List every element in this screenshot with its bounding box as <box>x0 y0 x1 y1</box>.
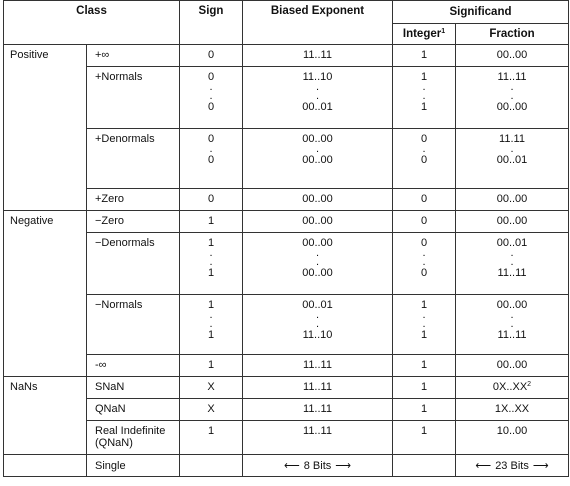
footer-frac-bits <box>456 455 569 477</box>
sign-cell: 0 <box>180 189 243 211</box>
integer-cell: 0 <box>393 211 456 233</box>
value: 11..11 <box>497 329 527 341</box>
value: 1 <box>420 329 428 341</box>
value: 0 <box>420 237 428 249</box>
fraction-cell <box>456 133 568 166</box>
ellipsis-dot: . <box>315 247 320 259</box>
value: 00..00 <box>302 267 333 279</box>
ellipsis-dot: . <box>315 309 320 321</box>
fraction-cell: 00..00 <box>456 355 569 377</box>
arrow-left-icon: ⟵ <box>475 460 492 472</box>
table-row-neg-zero <box>4 211 569 233</box>
ellipsis-dot: . <box>209 256 213 268</box>
sign-cell: 1 <box>180 211 243 233</box>
ellipsis-dot: . <box>209 90 213 102</box>
ellipsis-dot: . <box>209 81 213 93</box>
label-line: (QNaN) <box>95 437 133 449</box>
fraction-cell <box>456 237 568 279</box>
value: 00..00 <box>302 237 333 249</box>
exponent-cell <box>243 237 392 279</box>
exponent-cell: 11..11 <box>243 399 393 421</box>
value: 1 <box>420 71 428 83</box>
ellipsis-dot: . <box>510 309 514 321</box>
sign-cell <box>180 71 242 113</box>
ellipsis-dot: . <box>510 247 514 259</box>
ellipsis-dot: . <box>209 143 213 155</box>
table-row-real-indefinite <box>4 421 569 455</box>
value: 1 <box>420 299 428 311</box>
value: 0 <box>207 154 215 166</box>
fraction-cell <box>456 71 568 113</box>
group-positive: Positive <box>4 45 87 211</box>
arrow-right-icon: ⟶ <box>335 460 352 472</box>
ellipsis-dot: . <box>510 90 514 102</box>
integer-cell: 1 <box>393 377 456 399</box>
ellipsis-dot: . <box>209 318 213 330</box>
footnote-1-marker: 1 <box>441 28 446 35</box>
fraction-cell: 1X..XX <box>456 399 569 421</box>
value: 0 <box>207 101 215 113</box>
sign-cell: X <box>180 399 243 421</box>
exponent-cell: 11..11 <box>243 355 393 377</box>
sign-cell: 1 <box>180 421 243 455</box>
footer-label: Single <box>87 455 180 477</box>
ellipsis-dot: . <box>422 143 426 155</box>
value: 0 <box>207 71 215 83</box>
fraction-cell: 00..00 <box>456 211 569 233</box>
fraction-cell <box>456 299 568 341</box>
value: 00..00 <box>302 133 333 145</box>
ellipsis-dot: . <box>422 81 426 93</box>
value: 1 <box>207 329 215 341</box>
integer-cell: 0 <box>393 189 456 211</box>
value: 00..01 <box>302 101 333 113</box>
label-line: Real Indefinite <box>95 425 166 437</box>
value: 11.11 <box>499 133 525 145</box>
ellipsis-dot: . <box>510 256 514 268</box>
ellipsis-dot: . <box>315 256 320 268</box>
class-label: −Normals <box>87 295 180 355</box>
exponent-cell: 11..11 <box>243 45 393 67</box>
value: 0 <box>420 133 428 145</box>
exponent-cell: 00..00 <box>243 189 393 211</box>
exponent-cell: 11..11 <box>243 377 393 399</box>
header-row-main <box>4 1 569 24</box>
frac-bits-label: 23 Bits <box>495 459 529 472</box>
sign-cell: 0 <box>180 45 243 67</box>
class-label <box>87 421 180 455</box>
table-row-footer <box>4 455 569 477</box>
class-label: SNaN <box>87 377 180 399</box>
value: 1 <box>207 267 215 279</box>
table-row-neg-inf <box>4 355 569 377</box>
sign-cell <box>180 133 242 166</box>
header-integer <box>393 24 456 45</box>
class-label: +∞ <box>87 45 180 67</box>
footer-int-blank <box>393 455 456 477</box>
exponent-cell <box>243 71 392 113</box>
ellipsis-dot: . <box>315 143 320 155</box>
footnote-2-marker: 2 <box>527 381 532 388</box>
value: 11..10 <box>302 329 333 341</box>
header-class: Class <box>4 1 180 45</box>
table-row-pos-normals <box>4 67 569 129</box>
integer-cell: 1 <box>393 45 456 67</box>
value: 00..00 <box>496 299 528 311</box>
sign-cell <box>180 237 242 279</box>
ellipsis-dot: . <box>209 309 213 321</box>
class-label: +Normals <box>87 67 180 129</box>
ellipsis-dot: . <box>209 247 213 259</box>
integer-cell: 1 <box>393 355 456 377</box>
class-label: +Zero <box>87 189 180 211</box>
value: 00..01 <box>496 237 528 249</box>
sign-cell <box>180 299 242 341</box>
ellipsis-dot: . <box>315 318 320 330</box>
value: 00..00 <box>496 101 528 113</box>
arrow-right-icon: ⟶ <box>532 460 549 472</box>
integer-cell <box>393 133 455 166</box>
ellipsis-dot: . <box>422 247 426 259</box>
table-row-snan <box>4 377 569 399</box>
ellipsis-dot: . <box>315 81 320 93</box>
ellipsis-dot: . <box>422 309 426 321</box>
footer-exp-bits <box>243 455 393 477</box>
integer-cell: 1 <box>393 399 456 421</box>
exp-bits-label: 8 Bits <box>303 459 332 472</box>
fraction-cell <box>456 377 569 399</box>
integer-cell <box>393 237 455 279</box>
table-row-neg-normals <box>4 295 569 355</box>
value: 0 <box>420 267 428 279</box>
group-negative: Negative <box>4 211 87 377</box>
exponent-cell <box>243 299 392 341</box>
header-fraction: Fraction <box>456 24 569 45</box>
group-nans: NaNs <box>4 377 87 455</box>
footer-blank <box>4 455 87 477</box>
value: 00..01 <box>496 154 528 166</box>
table-row-pos-denormals <box>4 129 569 189</box>
header-significand: Significand <box>393 1 569 24</box>
value: 0 <box>207 133 215 145</box>
class-label: +Denormals <box>87 129 180 189</box>
integer-cell <box>393 71 455 113</box>
float-encoding-table <box>3 0 569 477</box>
header-biased-exponent: Biased Exponent <box>243 1 393 45</box>
value: 1 <box>420 101 428 113</box>
header-sign: Sign <box>180 1 243 45</box>
ellipsis-dot: . <box>422 90 426 102</box>
fraction-cell: 00..00 <box>456 45 569 67</box>
ellipsis-dot: . <box>510 143 514 155</box>
ellipsis-dot: . <box>422 318 426 330</box>
integer-cell <box>393 299 455 341</box>
fraction-value: 0X..XX <box>492 381 528 393</box>
header-integer-label: Integer <box>402 28 442 40</box>
exponent-cell: 11..11 <box>243 421 393 455</box>
integer-cell: 1 <box>393 421 456 455</box>
value: 0 <box>420 154 428 166</box>
arrow-left-icon: ⟵ <box>283 460 300 472</box>
sign-cell: 1 <box>180 355 243 377</box>
value: 00..00 <box>302 154 333 166</box>
class-label: −Zero <box>87 211 180 233</box>
value: 1 <box>207 237 215 249</box>
value: 11..11 <box>497 267 527 279</box>
footer-sign-blank <box>180 455 243 477</box>
ellipsis-dot: . <box>510 318 514 330</box>
table-row-neg-denormals <box>4 233 569 295</box>
ellipsis-dot: . <box>510 81 514 93</box>
ellipsis-dot: . <box>422 256 426 268</box>
exponent-cell: 00..00 <box>243 211 393 233</box>
class-label: -∞ <box>87 355 180 377</box>
table-row-qnan <box>4 399 569 421</box>
exponent-cell <box>243 133 392 166</box>
value: 00..01 <box>302 299 333 311</box>
fraction-cell: 10..00 <box>456 421 569 455</box>
ellipsis-dot: . <box>315 90 320 102</box>
value: 11..10 <box>302 71 333 83</box>
value: 1 <box>207 299 215 311</box>
float-encoding-table-container <box>3 0 568 484</box>
table-row-pos-inf <box>4 45 569 67</box>
fraction-cell: 00..00 <box>456 189 569 211</box>
sign-cell: X <box>180 377 243 399</box>
table-row-pos-zero <box>4 189 569 211</box>
value: 11..11 <box>497 71 527 83</box>
class-label: −Denormals <box>87 233 180 295</box>
class-label: QNaN <box>87 399 180 421</box>
